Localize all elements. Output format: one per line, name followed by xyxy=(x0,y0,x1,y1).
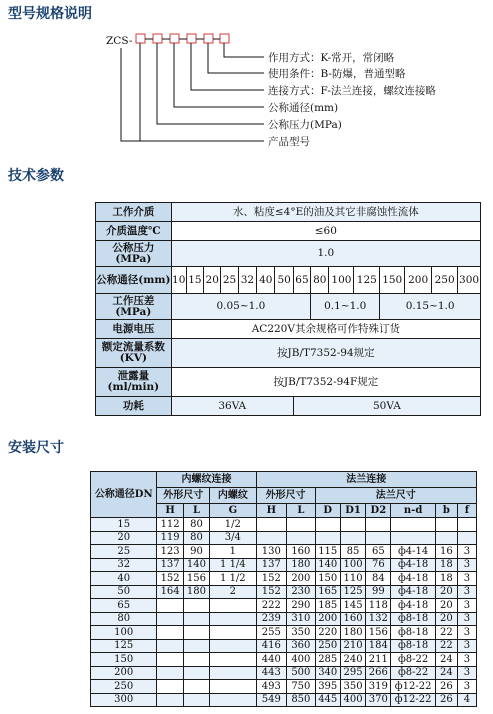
thread-col-header: G xyxy=(210,504,256,518)
cell-fl: 400 xyxy=(287,653,315,667)
cell-d2: 132 xyxy=(366,612,391,626)
cell-b: 16 xyxy=(435,545,457,559)
cell-f: 3 xyxy=(457,585,476,599)
model-code-diagram xyxy=(0,0,493,160)
cell-b: 24 xyxy=(435,653,457,667)
cell-b: 18 xyxy=(435,558,457,572)
cell-dn: 80 xyxy=(91,612,157,626)
cell-f: 3 xyxy=(457,639,476,653)
thread-col-header: H xyxy=(157,504,183,518)
cell-fl: 230 xyxy=(287,585,315,599)
cell-d: 140 xyxy=(315,558,340,572)
cell-d1: 160 xyxy=(340,612,365,626)
cell-tl: 180 xyxy=(183,585,209,599)
cell-nd: ф4-18 xyxy=(391,585,435,599)
cell-th xyxy=(157,599,183,613)
dn-value: 125 xyxy=(354,267,380,294)
cell-d: 165 xyxy=(315,585,340,599)
dn-value: 15 xyxy=(186,267,203,294)
cell-g: 2 xyxy=(210,585,256,599)
cell-d2: 370 xyxy=(366,693,391,707)
cell-tl: 80 xyxy=(183,531,209,545)
cell-d2 xyxy=(366,518,391,532)
cell-fh: 152 xyxy=(256,585,287,599)
flange-outer-dim-header: 外形尺寸 xyxy=(256,488,315,504)
table-row xyxy=(91,612,477,626)
cell-nd: ф4-18 xyxy=(391,599,435,613)
cell-b: 20 xyxy=(435,612,457,626)
table-row xyxy=(91,585,477,599)
cell-th xyxy=(157,653,183,667)
cell-b: 26 xyxy=(435,680,457,694)
cell-b: 26 xyxy=(435,693,457,707)
cell-fh: 137 xyxy=(256,558,287,572)
cell-d1: 240 xyxy=(340,653,365,667)
cell-nd: ф12-22 xyxy=(391,693,435,707)
flange-col-header: D xyxy=(315,504,340,518)
tech-params-table xyxy=(95,202,481,416)
consumption-label: 功耗 xyxy=(96,397,172,416)
cell-b: 24 xyxy=(435,666,457,680)
cell-dn: 20 xyxy=(91,531,157,545)
cell-th xyxy=(157,639,183,653)
cell-g xyxy=(210,666,256,680)
cell-b xyxy=(435,518,457,532)
diff-pressure-range-3: 0.15~1.0 xyxy=(380,294,481,320)
cell-th xyxy=(157,680,183,694)
cell-dn: 25 xyxy=(91,545,157,559)
cell-d1: 295 xyxy=(340,666,365,680)
cell-dn: 15 xyxy=(91,518,157,532)
cell-nd: ф4-14 xyxy=(391,545,435,559)
cell-fh: 152 xyxy=(256,572,287,586)
cell-fh: 493 xyxy=(256,680,287,694)
cell-f: 3 xyxy=(457,558,476,572)
dn-label: 公称通径(mm) xyxy=(96,267,172,294)
pressure-value: 1.0 xyxy=(171,241,480,267)
model-label-connection: 连接方式：F-法兰连接，螺纹连接略 xyxy=(268,85,436,97)
dn-value: 20 xyxy=(204,267,221,294)
pressure-label: 公称压力(MPa) xyxy=(96,241,172,267)
cell-d1: 350 xyxy=(340,680,365,694)
cell-dn: 250 xyxy=(91,680,157,694)
model-section-title: 型号规格说明 xyxy=(8,6,92,22)
cell-d1: 100 xyxy=(340,558,365,572)
install-section-title: 安装尺寸 xyxy=(8,440,64,456)
dn-value: 300 xyxy=(458,267,481,294)
cell-fl: 750 xyxy=(287,680,315,694)
cell-d2: 84 xyxy=(366,572,391,586)
cell-f: 3 xyxy=(457,626,476,640)
cell-tl xyxy=(183,680,209,694)
cell-f: 3 xyxy=(457,680,476,694)
cell-dn: 40 xyxy=(91,572,157,586)
table-row xyxy=(91,666,477,680)
cell-g xyxy=(210,639,256,653)
flange-col-header: D1 xyxy=(340,504,365,518)
cell-d: 150 xyxy=(315,572,340,586)
install-dimensions-table xyxy=(90,471,477,707)
cell-d xyxy=(315,518,340,532)
power-label: 电源电压 xyxy=(96,320,172,339)
dn-value: 25 xyxy=(221,267,238,294)
cell-th xyxy=(157,612,183,626)
cell-d: 395 xyxy=(315,680,340,694)
cell-d1 xyxy=(340,518,365,532)
cell-d2: 118 xyxy=(366,599,391,613)
table-row xyxy=(91,518,477,532)
cell-tl xyxy=(183,626,209,640)
flow-coefficient-label: 额定流量系数(KV) xyxy=(96,339,172,368)
cell-g: 1 xyxy=(210,545,256,559)
cell-d2: 184 xyxy=(366,639,391,653)
dn-value: 10 xyxy=(171,267,186,294)
dn-value: 65 xyxy=(293,267,310,294)
medium-value: 水、粘度≤4°E的油及其它非腐蚀性流体 xyxy=(171,203,480,222)
leakage-value: 按JB/T7352-94F规定 xyxy=(171,368,480,397)
cell-fh: 222 xyxy=(256,599,287,613)
model-prefix: ZCS- xyxy=(106,35,133,47)
cell-tl xyxy=(183,653,209,667)
cell-d1: 145 xyxy=(340,599,365,613)
cell-fl xyxy=(287,518,315,532)
cell-d2: 266 xyxy=(366,666,391,680)
thread-outer-dim-header: 外形尺寸 xyxy=(157,488,210,504)
cell-tl xyxy=(183,693,209,707)
table-row xyxy=(91,599,477,613)
cell-dn: 125 xyxy=(91,639,157,653)
cell-d1: 85 xyxy=(340,545,365,559)
cell-d1 xyxy=(340,531,365,545)
cell-f: 4 xyxy=(457,693,476,707)
cell-f: 3 xyxy=(457,653,476,667)
flange-col-header: D2 xyxy=(366,504,391,518)
cell-b: 22 xyxy=(435,626,457,640)
cell-th: 152 xyxy=(157,572,183,586)
thread-col-header: L xyxy=(183,504,209,518)
table-row xyxy=(91,531,477,545)
dn-value: 32 xyxy=(238,267,256,294)
cell-d1: 210 xyxy=(340,639,365,653)
cell-fl: 180 xyxy=(287,558,315,572)
cell-fh: 130 xyxy=(256,545,287,559)
cell-dn: 200 xyxy=(91,666,157,680)
cell-dn: 150 xyxy=(91,653,157,667)
cell-fh: 416 xyxy=(256,639,287,653)
table-row xyxy=(91,572,477,586)
table-row xyxy=(91,693,477,707)
cell-fl: 160 xyxy=(287,545,315,559)
diff-pressure-range-2: 0.1~1.0 xyxy=(311,294,380,320)
table-row xyxy=(91,558,477,572)
cell-dn: 50 xyxy=(91,585,157,599)
cell-th: 137 xyxy=(157,558,183,572)
cell-nd: ф8-22 xyxy=(391,666,435,680)
cell-g xyxy=(210,693,256,707)
cell-f: 3 xyxy=(457,666,476,680)
cell-g: 3/4 xyxy=(210,531,256,545)
cell-f: 3 xyxy=(457,572,476,586)
medium-label: 工作介质 xyxy=(96,203,172,222)
cell-th: 112 xyxy=(157,518,183,532)
cell-dn: 65 xyxy=(91,599,157,613)
cell-fl: 500 xyxy=(287,666,315,680)
model-label-dn: 公称通径(mm) xyxy=(268,102,339,114)
cell-tl: 140 xyxy=(183,558,209,572)
cell-fl xyxy=(287,531,315,545)
cell-d2: 211 xyxy=(366,653,391,667)
flow-coefficient-value: 按JB/T7352-94规定 xyxy=(171,339,480,368)
cell-b: 20 xyxy=(435,585,457,599)
cell-g: 1 1/4 xyxy=(210,558,256,572)
model-label-product: 产品型号 xyxy=(268,136,310,148)
table-row xyxy=(91,639,477,653)
cell-d: 340 xyxy=(315,666,340,680)
table-row xyxy=(91,653,477,667)
cell-g xyxy=(210,612,256,626)
flange-connection-header: 法兰连接 xyxy=(256,472,476,488)
cell-dn: 32 xyxy=(91,558,157,572)
cell-g xyxy=(210,626,256,640)
cell-tl xyxy=(183,666,209,680)
cell-f: 3 xyxy=(457,545,476,559)
cell-tl xyxy=(183,599,209,613)
table-row xyxy=(91,680,477,694)
inner-thread-header: 内螺纹 xyxy=(210,488,256,504)
flange-col-header: b xyxy=(435,504,457,518)
leakage-label: 泄露量(ml/min) xyxy=(96,368,172,397)
cell-dn: 300 xyxy=(91,693,157,707)
flange-col-header: f xyxy=(457,504,476,518)
cell-th: 164 xyxy=(157,585,183,599)
dn-value: 40 xyxy=(257,267,275,294)
cell-b: 22 xyxy=(435,639,457,653)
dn-value: 80 xyxy=(311,267,329,294)
consumption-value-1: 36VA xyxy=(171,397,293,416)
model-label-pressure: 公称压力(MPa) xyxy=(268,119,342,131)
cell-fl: 310 xyxy=(287,612,315,626)
dn-value: 100 xyxy=(329,267,354,294)
table-row xyxy=(91,626,477,640)
cell-nd: ф4-18 xyxy=(391,572,435,586)
cell-f xyxy=(457,518,476,532)
cell-th: 119 xyxy=(157,531,183,545)
dn-value: 250 xyxy=(432,267,458,294)
thread-connection-header: 内螺纹连接 xyxy=(157,472,256,488)
model-label-action: 作用方式：K-常开，常闭略 xyxy=(268,52,395,64)
cell-d2: 156 xyxy=(366,626,391,640)
dn-value: 150 xyxy=(380,267,405,294)
cell-fh: 443 xyxy=(256,666,287,680)
cell-b: 20 xyxy=(435,599,457,613)
cell-th xyxy=(157,693,183,707)
cell-tl: 90 xyxy=(183,545,209,559)
cell-b xyxy=(435,531,457,545)
cell-fh: 440 xyxy=(256,653,287,667)
cell-d2 xyxy=(366,531,391,545)
cell-dn: 100 xyxy=(91,626,157,640)
flange-dim-header: 法兰尺寸 xyxy=(315,488,476,504)
cell-g xyxy=(210,599,256,613)
cell-fh: 239 xyxy=(256,612,287,626)
diff-pressure-range-1: 0.05~1.0 xyxy=(171,294,310,320)
cell-d2: 65 xyxy=(366,545,391,559)
flange-col-header: H xyxy=(256,504,287,518)
cell-th xyxy=(157,666,183,680)
cell-d: 200 xyxy=(315,612,340,626)
cell-d2: 319 xyxy=(366,680,391,694)
cell-fl: 850 xyxy=(287,693,315,707)
cell-f: 3 xyxy=(457,599,476,613)
cell-d: 115 xyxy=(315,545,340,559)
cell-tl: 156 xyxy=(183,572,209,586)
dn-header: 公称通径DN xyxy=(91,472,157,518)
cell-d: 285 xyxy=(315,653,340,667)
cell-nd: ф8-18 xyxy=(391,639,435,653)
power-value: AC220V其余规格可作特殊订货 xyxy=(171,320,480,339)
cell-f xyxy=(457,531,476,545)
cell-nd: ф8-18 xyxy=(391,612,435,626)
cell-nd xyxy=(391,531,435,545)
cell-nd xyxy=(391,518,435,532)
consumption-value-2: 50VA xyxy=(293,397,480,416)
cell-g xyxy=(210,680,256,694)
cell-g: 1 1/2 xyxy=(210,572,256,586)
cell-d: 220 xyxy=(315,626,340,640)
cell-fl: 350 xyxy=(287,626,315,640)
cell-g: 1/2 xyxy=(210,518,256,532)
cell-g xyxy=(210,653,256,667)
cell-d2: 99 xyxy=(366,585,391,599)
cell-fh: 255 xyxy=(256,626,287,640)
cell-d1: 400 xyxy=(340,693,365,707)
cell-fl: 360 xyxy=(287,639,315,653)
cell-d: 250 xyxy=(315,639,340,653)
cell-th xyxy=(157,626,183,640)
temperature-value: ≤60 xyxy=(171,222,480,241)
flange-col-header: n-d xyxy=(391,504,435,518)
cell-b: 18 xyxy=(435,572,457,586)
cell-tl: 80 xyxy=(183,518,209,532)
cell-nd: ф8-22 xyxy=(391,653,435,667)
dn-value: 200 xyxy=(405,267,432,294)
cell-d: 445 xyxy=(315,693,340,707)
cell-fl: 290 xyxy=(287,599,315,613)
diff-pressure-label: 工作压差(MPa) xyxy=(96,294,172,320)
cell-d2: 76 xyxy=(366,558,391,572)
dn-value: 50 xyxy=(275,267,293,294)
cell-d1: 125 xyxy=(340,585,365,599)
cell-tl xyxy=(183,639,209,653)
cell-nd: ф4-18 xyxy=(391,558,435,572)
cell-fh xyxy=(256,518,287,532)
cell-f: 3 xyxy=(457,612,476,626)
cell-fl: 200 xyxy=(287,572,315,586)
cell-th: 123 xyxy=(157,545,183,559)
cell-d1: 180 xyxy=(340,626,365,640)
flange-col-header: L xyxy=(287,504,315,518)
model-label-condition: 使用条件：B-防爆，普通型略 xyxy=(268,68,406,80)
temperature-label: 介质温度℃ xyxy=(96,222,172,241)
table-row xyxy=(91,545,477,559)
cell-d1: 110 xyxy=(340,572,365,586)
cell-tl xyxy=(183,612,209,626)
cell-nd: ф8-18 xyxy=(391,626,435,640)
cell-d xyxy=(315,531,340,545)
cell-fh xyxy=(256,531,287,545)
cell-d: 185 xyxy=(315,599,340,613)
cell-fh: 549 xyxy=(256,693,287,707)
tech-section-title: 技术参数 xyxy=(8,168,64,184)
cell-nd: ф12-22 xyxy=(391,680,435,694)
